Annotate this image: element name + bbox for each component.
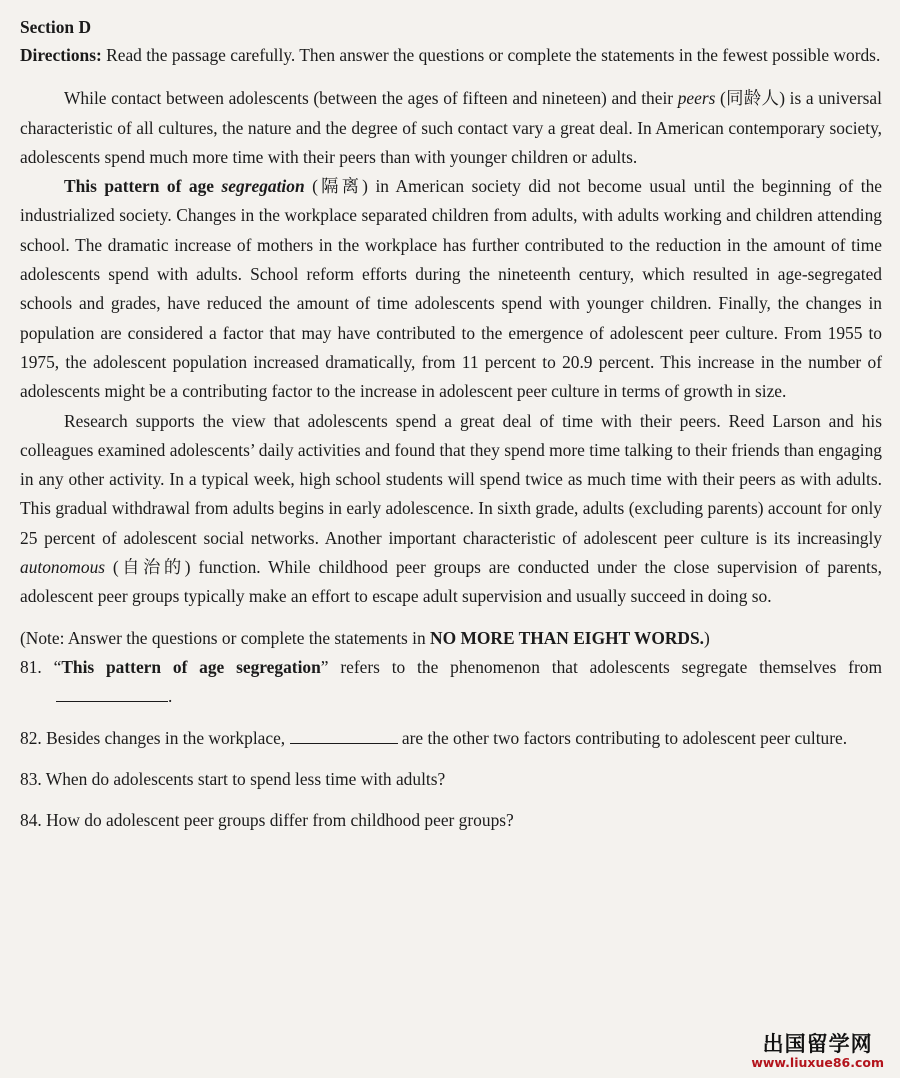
section-title: Section D — [20, 17, 92, 37]
p2-segregation: segregation — [221, 176, 305, 197]
passage-paragraph-1 — [20, 84, 882, 172]
p3-text-1: Research supports the view that adolescents spend a great deal of time with their peers. Reed Larson and his colleagues examined adolescents’ daily activities and found that they spend more time talking to their friends than engaging in any other activity. In a typical week, high school students will spend twice as much time with their peers as with adults. This gradual withdrawal from adults begins in early adolescence. In sixth grade, adults (excluding parents) account for only 25 percent of adolescent social networks. Another important characteristic of adolescent peer culture is its increasingly — [20, 410, 882, 548]
logo-name: 出国留学网 — [762, 1032, 873, 1056]
question-83-text: When do adolescents start to spend less time with adults? — [45, 768, 446, 789]
note — [20, 624, 882, 653]
directions-label: Directions: — [20, 45, 102, 65]
directions — [20, 41, 882, 70]
question-82-text: Besides changes in the workplace, — [46, 727, 290, 748]
site-logo — [745, 1030, 890, 1072]
question-81-text: refers to the phenomenon that adolescents segregate themselves from — [328, 656, 882, 677]
question-82 — [20, 724, 882, 753]
answer-blank-81[interactable] — [56, 683, 168, 702]
note-bold: NO MORE THAN EIGHT WORDS. — [430, 627, 704, 648]
note-text-2: ) — [704, 627, 710, 648]
question-81 — [20, 653, 882, 712]
note-text-1: (Note: Answer the questions or complete the statements in — [20, 627, 431, 648]
p2-text: (隔离) in American society did not become usual until the beginning of the industrialized society. Changes in the workplace separated children from adults, with adults working and children attending school. The dramatic increase of mothers in the workplace has further contributed to the reduction in the amount of time adolescents spend with adults. School reform efforts during the nineteenth century, which resulted in age-segregated schools and grades, have reduced the amount of time adolescents spend with younger children. Finally, the changes in population are considered a factor that may have contributed to the emergence of adolescent peer culture. From 1955 to 1975, the adolescent population increased dramatically, from 11 percent to 20.9 percent. This increase in the number of adolescents might be a contributing factor to the increase in adolescent peer culture in terms of growth in size. — [20, 176, 882, 402]
p3-autonomous: autonomous — [20, 557, 106, 578]
question-83 — [20, 765, 882, 794]
directions-text: Read the passage carefully. Then answer the questions or complete the statements in the fewest possible words. — [101, 45, 881, 65]
close-quote: ” — [320, 656, 329, 677]
passage-paragraph-3 — [20, 407, 882, 612]
question-number: 81. — [20, 656, 42, 677]
question-number: 83. — [20, 768, 42, 789]
p1-peers: peers — [677, 88, 716, 109]
question-number: 84. — [20, 810, 42, 831]
document-page — [20, 14, 882, 835]
p3-text-2: (自治的) function. While childhood peer groups are conducted under the close supervision of parents, adolescent peer groups typically make an effort to escape adult supervision and usually succeed in doing so. — [20, 557, 882, 607]
open-quote: “ — [53, 656, 62, 677]
p1-text-1: While contact between adolescents (between the ages of fifteen and nineteen) and their — [64, 88, 678, 109]
question-84-text: How do adolescent peer groups differ from childhood peer groups? — [46, 810, 514, 831]
p2-bold-phrase: This pattern of age — [64, 176, 222, 197]
passage-paragraph-2 — [20, 172, 882, 406]
question-81-end: . — [168, 686, 173, 707]
answer-blank-82[interactable] — [290, 725, 398, 744]
question-number: 82. — [20, 727, 42, 748]
p1-text-2: (同龄人) is a universal characteristic of all cultures, the nature and the degree of such contact vary a great deal. In American contemporary society, adolescents spend much more time with their peers than with younger children or adults. — [20, 88, 882, 167]
logo-url: www.liuxue86.com — [751, 1055, 884, 1070]
question-81-bold: This pattern of age segregation — [61, 656, 321, 677]
question-84 — [20, 806, 882, 835]
question-82-end: are the other two factors contributing to adolescent peer culture. — [397, 727, 848, 748]
